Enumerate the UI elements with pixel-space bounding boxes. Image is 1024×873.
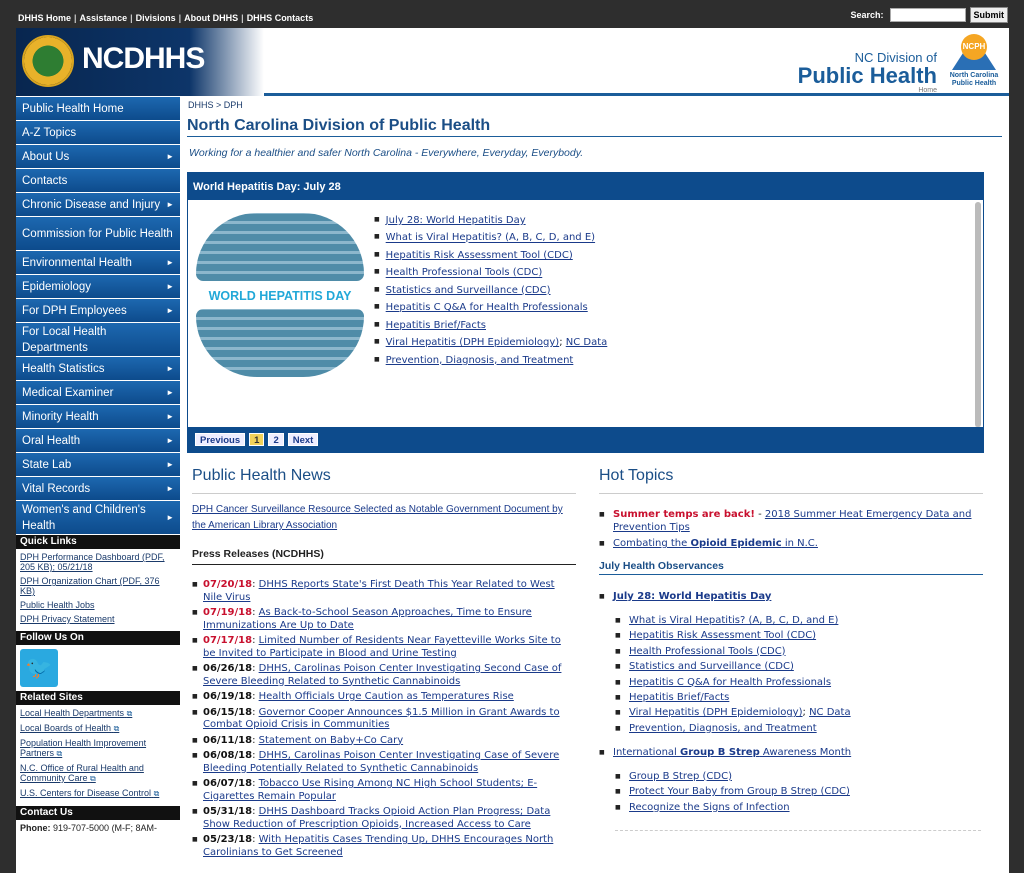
summer-alert: Summer temps are back! <box>613 509 755 520</box>
chevron-right-icon: ► <box>166 200 174 209</box>
related-link[interactable]: Population Health Improvement Partners ⧉ <box>20 738 147 758</box>
hep-link[interactable]: Hepatitis C Q&A for Health Professionals <box>629 676 832 688</box>
feature-panel <box>187 172 984 453</box>
search-form <box>850 7 1008 23</box>
division-title[interactable] <box>798 50 937 94</box>
press-release-item: ■ 06/15/18: Governor Cooper Announces $1.5 Million in Grant Awards to Combat Opioid Crisis in Communities <box>192 707 576 732</box>
gbs-link[interactable]: Group B Strep (CDC) <box>629 770 732 782</box>
hep-link-nc-data[interactable]: NC Data <box>809 707 851 719</box>
breadcrumb[interactable]: DHHS > DPH <box>188 100 243 110</box>
related-sites <box>16 705 180 806</box>
sidebar-nav <box>16 97 180 535</box>
top-utility-bar <box>0 0 1024 28</box>
top-links: DHHS Home | Assistance | Divisions | About DHHS | DHHS Contacts <box>18 13 314 23</box>
press-release-item: ■ 07/19/18: As Back-to-School Season Approaches, Time to Ensure Immunizations Are Up to Date <box>192 607 576 632</box>
press-release-item: ■ 06/19/18: Health Officials Urge Caution as Temperatures Rise <box>192 691 576 704</box>
related-link[interactable]: Local Health Departments ⧉ <box>20 708 133 718</box>
next-button[interactable]: Next <box>288 433 319 446</box>
chevron-right-icon: ► <box>166 258 174 267</box>
sidebar-item-about-us[interactable] <box>16 145 180 169</box>
release-date: 07/19/18 <box>203 607 253 618</box>
hepatitis-sublinks <box>615 614 983 735</box>
brand-name: NCDHHS <box>82 42 205 75</box>
list-item: ■ Summer temps are back! - 2018 Summer Heat Emergency Data and Prevention Tips <box>599 508 983 534</box>
sidebar-item-label: About Us <box>22 150 70 163</box>
chevron-right-icon: ► <box>166 484 174 493</box>
summer-heat-link[interactable]: 2018 Summer Heat Emergency Data and Prevention Tips <box>613 509 972 533</box>
sidebar-item-label: Commission for Public Health <box>22 227 173 240</box>
list-item <box>374 229 607 246</box>
search-label: Search: <box>850 10 884 20</box>
list-item <box>615 770 983 783</box>
chevron-right-icon: ► <box>166 512 174 522</box>
release-link[interactable]: Tobacco Use Rising Among NC High School Students; E-Cigarettes Remain Popular <box>203 778 538 802</box>
gbs-link[interactable]: Protect Your Baby from Group B Strep (CDC) <box>629 786 850 798</box>
release-link[interactable]: DHHS Dashboard Tracks Opioid Action Plan Progress; Data Show Reduction of Prescription Opioids, Increased Access to Care <box>203 806 551 830</box>
tagline: Working for a healthier and safer North Carolina - Everywhere, Everyday, Everybody. <box>189 147 584 159</box>
sidebar-item-women-s-and-children-s-health[interactable] <box>16 501 180 535</box>
list-item <box>374 317 607 334</box>
press-release-list <box>192 579 576 859</box>
hep-link-prevention[interactable]: Prevention, Diagnosis, and Treatment <box>629 722 817 734</box>
sidebar-item-minority-health[interactable] <box>16 405 180 429</box>
division-line2: Public Health <box>797 63 937 88</box>
sidebar-item-a-z-topics[interactable] <box>16 121 180 145</box>
quick-link-org-chart[interactable]: DPH Organization Chart (PDF, 376 KB) <box>20 576 160 596</box>
release-date: 06/08/18 <box>203 750 253 761</box>
sun-icon: NCPH <box>961 34 987 60</box>
list-item <box>615 691 983 704</box>
list-item <box>615 801 983 814</box>
public-health-news <box>192 467 576 862</box>
list-item <box>615 785 983 798</box>
contact-heading: Contact Us <box>16 806 180 820</box>
sidebar-item-vital-records[interactable] <box>16 477 180 501</box>
hot-topics-list <box>599 508 983 550</box>
feature-scrollbar[interactable] <box>975 202 981 428</box>
chevron-right-icon: ► <box>166 282 174 291</box>
sidebar-item-health-statistics[interactable] <box>16 357 180 381</box>
sidebar-item-public-health-home[interactable] <box>16 97 180 121</box>
top-link-assistance[interactable]: Assistance <box>79 13 128 23</box>
chevron-right-icon: ► <box>166 436 174 445</box>
quick-links <box>16 549 180 631</box>
press-releases-heading: Press Releases (NCDHHS) <box>192 548 576 565</box>
list-item <box>374 282 607 299</box>
press-release-item: ■ 06/11/18: Statement on Baby+Co Cary <box>192 735 576 748</box>
chevron-right-icon: ► <box>166 306 174 315</box>
release-link[interactable]: DHHS, Carolinas Poison Center Investigating Second Case of Severe Bleeding Related to Synthetic Cannabinoids <box>203 663 562 687</box>
ncph-logo[interactable] <box>947 32 1001 92</box>
feature-link-viral[interactable]: Viral Hepatitis (DPH Epidemiology) <box>385 337 560 349</box>
ncdhhs-brand[interactable] <box>16 28 264 96</box>
hot-topics-divider <box>615 830 981 831</box>
hot-topics <box>599 467 983 831</box>
news-heading: Public Health News <box>192 467 576 494</box>
sidebar-item-oral-health[interactable] <box>16 429 180 453</box>
sidebar-item-label: For Local Health Departments <box>22 325 107 354</box>
quick-link-performance-dashboard[interactable]: DPH Performance Dashboard (PDF, 205 KB); 05/21/18 <box>20 552 165 572</box>
sidebar-item-medical-examiner[interactable] <box>16 381 180 405</box>
globe-bottom-graphic <box>196 309 364 377</box>
release-date: 06/26/18 <box>203 663 253 674</box>
sidebar-item-for-local-health-departments[interactable] <box>16 323 180 357</box>
sidebar-item-epidemiology[interactable] <box>16 275 180 299</box>
feature-link[interactable]: Hepatitis Risk Assessment Tool (CDC) <box>385 250 573 262</box>
page-title: North Carolina Division of Public Health <box>187 117 1002 137</box>
release-link[interactable]: As Back-to-School Season Approaches, Time to Ensure Immunizations Are Up to Date <box>203 607 532 631</box>
news-feature-link[interactable]: DPH Cancer Surveillance Resource Selected as Notable Government Document by the American Library Association <box>192 504 563 531</box>
globe-label: WORLD HEPATITIS DAY <box>208 289 352 303</box>
scrollbar-thumb[interactable] <box>975 202 981 427</box>
press-release-item: ■ 05/31/18: DHHS Dashboard Tracks Opioid Action Plan Progress; Data Show Reduction of Prescription Opioids, Increased Access to Care <box>192 806 576 831</box>
external-link-icon: ⧉ <box>90 774 96 783</box>
release-date: 06/19/18 <box>203 691 253 702</box>
hep-link-viral[interactable]: Viral Hepatitis (DPH Epidemiology) <box>629 707 803 719</box>
division-line1: NC Division of <box>854 50 937 65</box>
list-item <box>374 352 607 369</box>
sidebar-item-for-dph-employees[interactable] <box>16 299 180 323</box>
external-link-icon: ⧉ <box>153 789 160 798</box>
hep-link[interactable]: Health Professional Tools (CDC) <box>629 645 786 657</box>
feature-link-prevention[interactable]: Prevention, Diagnosis, and Treatment <box>385 354 574 366</box>
twitter-icon[interactable]: 🐦 <box>20 649 58 687</box>
search-input[interactable] <box>890 8 966 22</box>
hep-link[interactable]: Hepatitis Risk Assessment Tool (CDC) <box>629 630 817 642</box>
sidebar-item-label: State Lab <box>22 458 72 471</box>
gbs-awareness-link[interactable]: International Group B Strep Awareness Month <box>613 746 852 758</box>
feature-link[interactable]: What is Viral Hepatitis? (A, B, C, D, and E) <box>385 232 596 244</box>
sidebar-item-label: Chronic Disease and Injury <box>22 198 161 211</box>
quick-link-jobs[interactable]: Public Health Jobs <box>20 600 95 610</box>
feature-link[interactable]: Statistics and Surveillance (CDC) <box>385 284 551 296</box>
list-item <box>374 264 607 281</box>
site-header <box>16 28 1009 96</box>
top-link-dhhs-home[interactable]: DHHS Home <box>18 13 72 23</box>
main-content <box>186 97 1006 873</box>
related-sites-heading: Related Sites <box>16 691 180 705</box>
release-link[interactable]: Health Officials Urge Caution as Temperatures Rise <box>258 691 514 702</box>
chevron-right-icon: ► <box>166 388 174 397</box>
list-item <box>615 629 983 642</box>
sidebar-item-contacts[interactable] <box>16 169 180 193</box>
release-link[interactable]: Statement on Baby+Co Cary <box>258 734 404 746</box>
list-item <box>615 614 983 627</box>
list-item <box>374 247 607 264</box>
gbs-sublinks <box>615 770 983 814</box>
release-date: 05/23/18 <box>203 834 253 845</box>
sidebar-item-label: A-Z Topics <box>22 126 77 139</box>
related-link[interactable]: Local Boards of Health ⧉ <box>20 723 120 733</box>
sidebar-item-label: Vital Records <box>22 482 91 495</box>
sidebar-item-label: Medical Examiner <box>22 386 114 399</box>
top-link-divisions[interactable]: Divisions <box>135 13 176 23</box>
top-link-dhhs-contacts[interactable]: DHHS Contacts <box>246 13 314 23</box>
external-link-icon: ⧉ <box>126 709 133 718</box>
page-frame <box>16 28 1009 873</box>
list-item <box>374 299 607 316</box>
observances-list <box>599 590 983 603</box>
sidebar-item-label: Minority Health <box>22 410 99 423</box>
list-item <box>615 660 983 673</box>
opioid-link[interactable]: Combating the Opioid Epidemic in N.C. <box>613 538 818 549</box>
feature-link[interactable]: Hepatitis C Q&A for Health Professionals <box>385 302 588 314</box>
feature-link[interactable]: Hepatitis Brief/Facts <box>385 319 486 331</box>
feature-link[interactable]: Health Professional Tools (CDC) <box>385 267 543 279</box>
sidebar-item-label: For DPH Employees <box>22 304 127 317</box>
press-release-item: ■ 07/17/18: Limited Number of Residents Near Fayetteville Works Site to be Invited to Participate in Blood and Urine Testing <box>192 635 576 660</box>
gbs-list <box>599 746 983 759</box>
contact-phone: Phone: 919-707-5000 (M-F; 8AM- <box>20 823 158 833</box>
list-item <box>615 645 983 658</box>
list-item <box>374 212 607 229</box>
world-hepatitis-day-image <box>196 213 364 378</box>
feature-links <box>374 212 607 369</box>
hep-link[interactable]: What is Viral Hepatitis? (A, B, C, D, and E) <box>629 615 839 626</box>
release-date: 06/15/18 <box>203 706 253 718</box>
sidebar-item-label: Public Health Home <box>22 102 124 115</box>
feature-heading: World Hepatitis Day: July 28 <box>188 173 983 200</box>
logo-caption: North Carolina Public Health <box>949 72 999 87</box>
feature-link[interactable]: July 28: World Hepatitis Day <box>385 215 526 227</box>
sidebar-item-label: Oral Health <box>22 434 81 447</box>
sidebar-item-environmental-health[interactable] <box>16 251 180 275</box>
release-link[interactable]: With Hepatitis Cases Trending Up, DHHS Encourages North Carolinians to Get Screened <box>203 834 554 858</box>
submit-button[interactable]: Submit <box>970 7 1009 23</box>
feature-pager <box>188 427 983 452</box>
release-link[interactable]: Governor Cooper Announces $1.5 Million in Grant Awards to Combat Opioid Crisis in Communities <box>203 706 560 730</box>
list-item <box>599 746 983 759</box>
release-link[interactable]: DHHS Reports State's First Death This Year Related to West Nile Virus <box>203 579 555 603</box>
quick-links-heading: Quick Links <box>16 535 180 549</box>
list-item <box>599 537 983 550</box>
release-date: 06/07/18 <box>203 778 253 789</box>
release-date: 07/17/18 <box>203 635 253 646</box>
list-item <box>599 590 983 603</box>
list-item: ■ Viral Hepatitis (DPH Epidemiology); NC Data <box>374 334 607 351</box>
page-2-button[interactable]: 2 <box>268 433 283 446</box>
nc-state-seal-icon <box>22 35 74 87</box>
gbs-link[interactable]: Recognize the Signs of Infection <box>629 801 790 813</box>
sidebar-item-label: Epidemiology <box>22 280 92 293</box>
chevron-right-icon: ► <box>166 364 174 373</box>
external-link-icon: ⧉ <box>113 724 120 733</box>
sidebar-item-chronic-disease-and-injury[interactable] <box>16 193 180 217</box>
page-1-button[interactable]: 1 <box>249 433 264 446</box>
press-release-item: ■ 06/08/18: DHHS, Carolinas Poison Center Investigating Case of Severe Bleeding Potentially Related to Synthetic Cannabinoids <box>192 750 576 775</box>
chevron-right-icon: ► <box>166 412 174 421</box>
press-release-item: ■ 07/20/18: DHHS Reports State's First Death This Year Related to West Nile Virus <box>192 579 576 604</box>
sidebar-item-label: Contacts <box>22 174 68 187</box>
previous-button[interactable]: Previous <box>195 433 245 446</box>
release-date: 05/31/18 <box>203 806 253 817</box>
press-release-item: ■ 06/26/18: DHHS, Carolinas Poison Center Investigating Second Case of Severe Bleeding Related to Synthetic Cannabinoids <box>192 663 576 688</box>
sidebar-item-label: Women's and Children's Health <box>22 503 146 532</box>
globe-top-graphic <box>196 213 364 281</box>
release-link[interactable]: Limited Number of Residents Near Fayetteville Works Site to be Invited to Participate in Blood and Urine Testing <box>203 635 561 659</box>
hepatitis-day-link[interactable]: July 28: World Hepatitis Day <box>613 591 772 602</box>
left-sidebar <box>16 97 180 873</box>
sidebar-item-label: Environmental Health <box>22 256 132 269</box>
quick-link-privacy[interactable]: DPH Privacy Statement <box>20 614 115 624</box>
news-feature <box>192 502 576 534</box>
observances-heading: July Health Observances <box>599 560 983 575</box>
sidebar-item-commission-for-public-health[interactable] <box>16 217 180 251</box>
chevron-right-icon: ► <box>166 460 174 469</box>
related-link[interactable]: U.S. Centers for Disease Control ⧉ <box>20 788 160 798</box>
sidebar-item-label: Health Statistics <box>22 362 105 375</box>
follow-heading: Follow Us On <box>16 631 180 645</box>
release-date: 07/20/18 <box>203 579 253 590</box>
release-date: 06/11/18 <box>203 734 253 746</box>
chevron-right-icon: ► <box>166 152 174 161</box>
feature-link-nc-data[interactable]: NC Data <box>565 337 608 349</box>
related-link[interactable]: N.C. Office of Rural Health and Community Care ⧉ <box>20 763 144 783</box>
hep-link[interactable]: Statistics and Surveillance (CDC) <box>629 661 794 673</box>
sidebar-item-state-lab[interactable] <box>16 453 180 477</box>
division-home-link[interactable]: Home <box>918 87 937 94</box>
top-link-about-dhhs[interactable]: About DHHS <box>184 13 239 23</box>
release-link[interactable]: DHHS, Carolinas Poison Center Investigating Case of Severe Bleeding Potentially Related to Synthetic Cannabinoids <box>203 750 560 774</box>
list-item <box>615 722 983 735</box>
external-link-icon: ⧉ <box>56 749 63 758</box>
list-item: ■ Viral Hepatitis (DPH Epidemiology); NC Data <box>615 706 983 719</box>
list-item <box>615 676 983 689</box>
hot-topics-heading: Hot Topics <box>599 467 983 494</box>
press-release-item: ■ 05/23/18: With Hepatitis Cases Trending Up, DHHS Encourages North Carolinians to Get Screened <box>192 834 576 859</box>
press-release-item: ■ 06/07/18: Tobacco Use Rising Among NC High School Students; E-Cigarettes Remain Popular <box>192 778 576 803</box>
hep-link[interactable]: Hepatitis Brief/Facts <box>629 691 730 703</box>
